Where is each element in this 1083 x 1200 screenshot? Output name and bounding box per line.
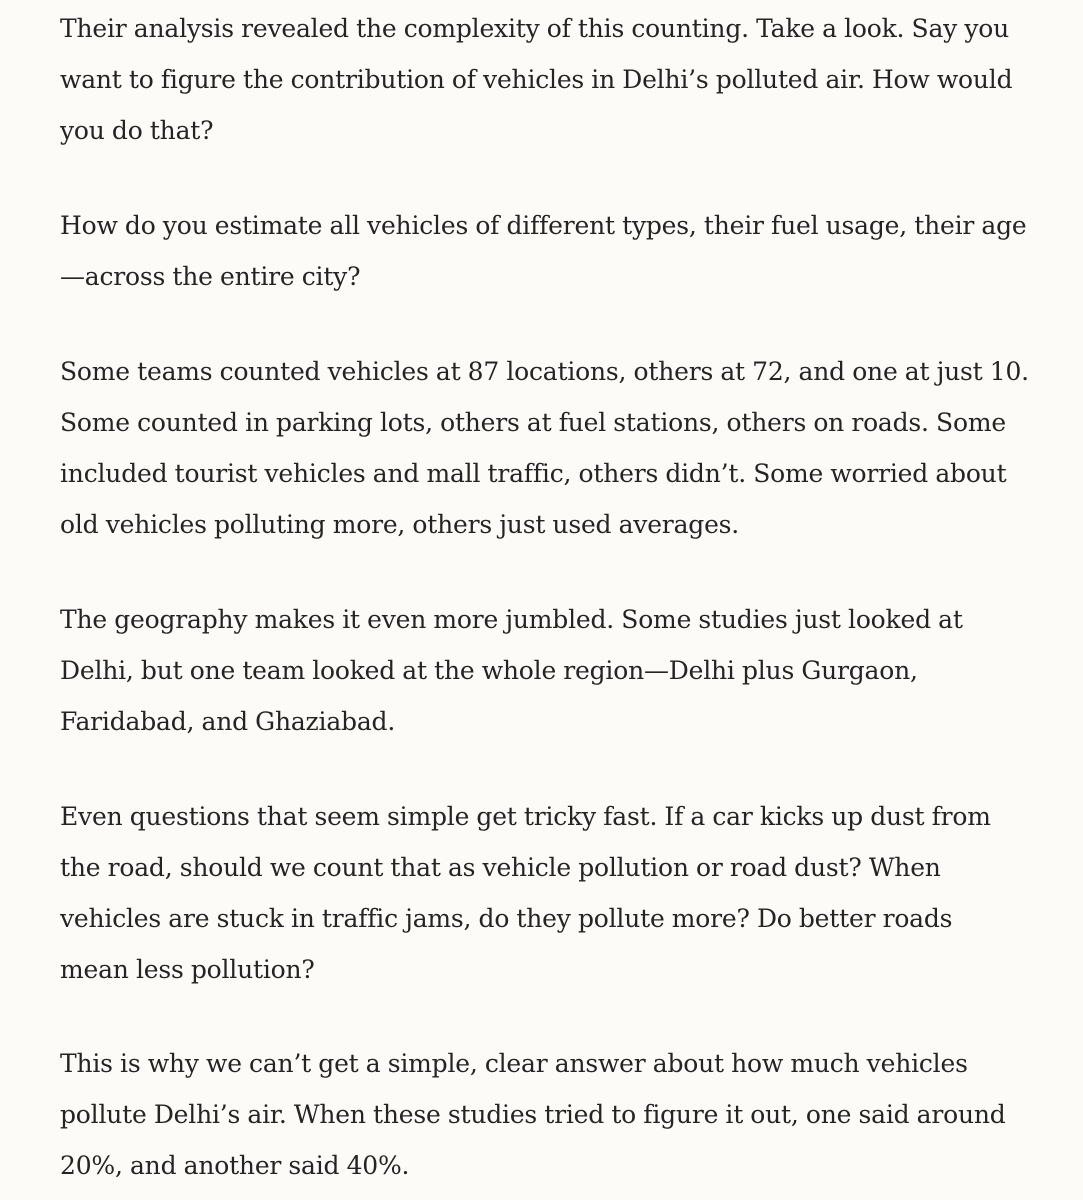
text-line: 20%, and another said 40%. <box>60 1151 410 1180</box>
text-line: Some counted in parking lots, others at fuel stations, others on roads. Some <box>60 408 1006 437</box>
text-line: Delhi, but one team looked at the whole region—Delhi plus Gurgaon, <box>60 656 918 685</box>
text-line: want to figure the contribution of vehicles in Delhi’s polluted air. How would <box>60 65 1013 94</box>
text-line: you do that? <box>60 116 214 145</box>
text-line: —across the entire city? <box>60 262 361 291</box>
paragraph-estimate-question <box>60 200 1060 302</box>
text-line: Some teams counted vehicles at 87 locations, others at 72, and one at just 10. <box>60 357 1029 386</box>
text-line: This is why we can’t get a simple, clear answer about how much vehicles <box>60 1049 968 1078</box>
text-line: mean less pollution? <box>60 955 315 984</box>
paragraph-geography <box>60 594 1060 747</box>
text-line: pollute Delhi’s air. When these studies tried to figure it out, one said around <box>60 1100 1006 1129</box>
text-line: the road, should we count that as vehicle pollution or road dust? When <box>60 853 941 882</box>
paragraph-conclusion <box>60 1038 1060 1191</box>
text-line: old vehicles polluting more, others just used averages. <box>60 510 740 539</box>
text-line: How do you estimate all vehicles of different types, their fuel usage, their age <box>60 211 1027 240</box>
text-line: included tourist vehicles and mall traffic, others didn’t. Some worried about <box>60 459 1007 488</box>
text-line: Even questions that seem simple get tricky fast. If a car kicks up dust from <box>60 802 991 831</box>
text-line: vehicles are stuck in traffic jams, do they pollute more? Do better roads <box>60 904 953 933</box>
paragraph-counting-methods <box>60 346 1060 550</box>
paragraph-counting-complexity <box>60 3 1060 156</box>
paragraph-tricky-questions <box>60 791 1060 995</box>
text-line: The geography makes it even more jumbled. Some studies just looked at <box>60 605 963 634</box>
text-line: Faridabad, and Ghaziabad. <box>60 707 396 736</box>
text-line: Their analysis revealed the complexity of this counting. Take a look. Say you <box>60 14 1010 43</box>
